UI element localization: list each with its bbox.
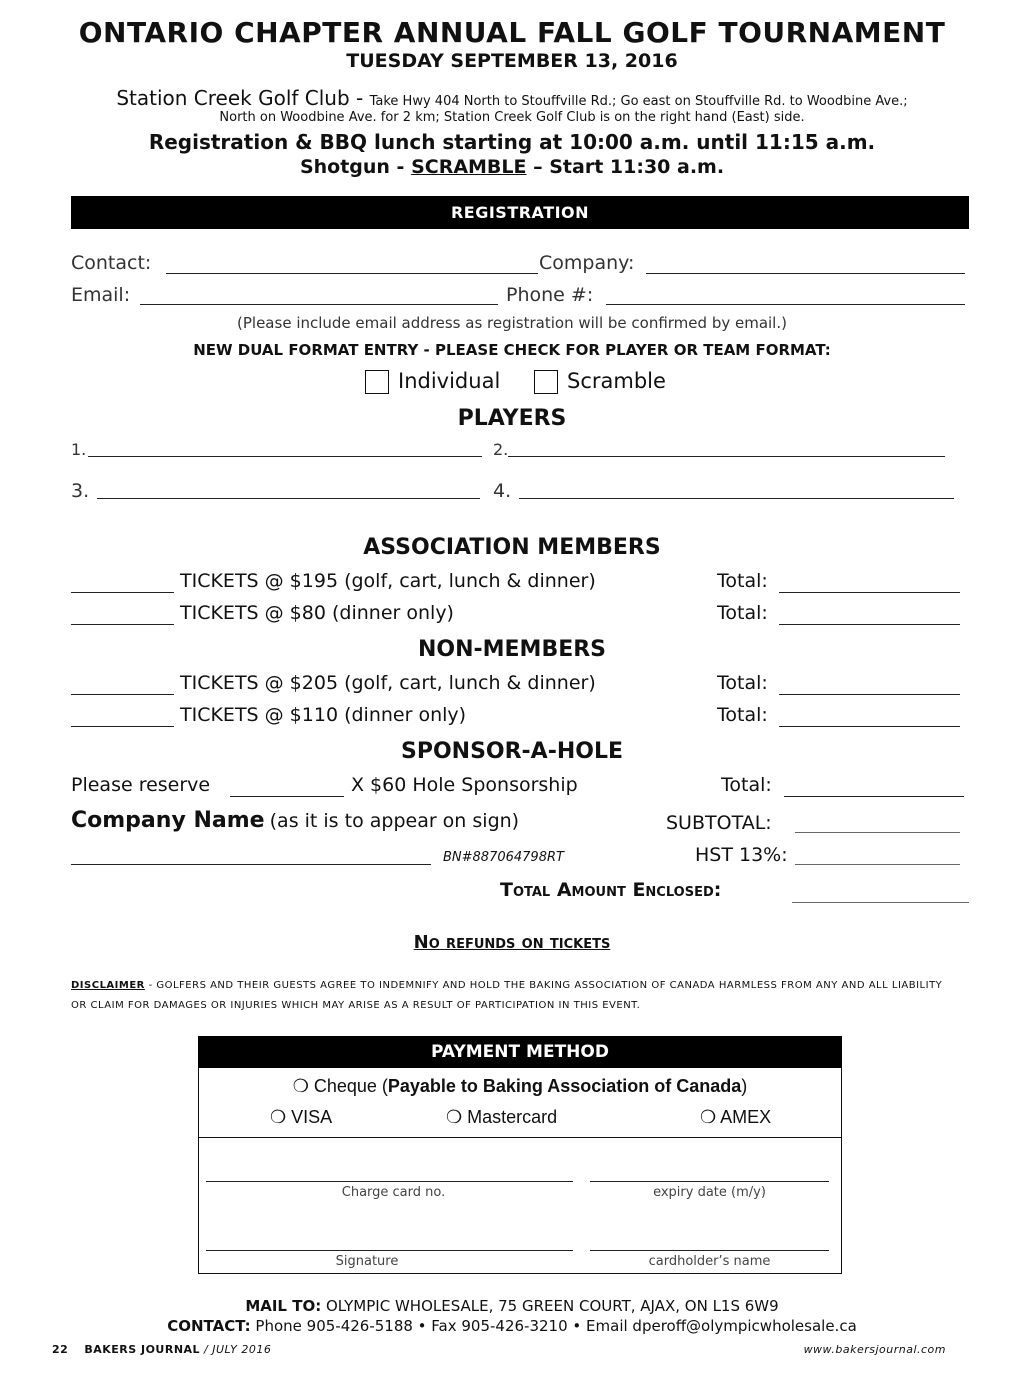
company-field[interactable] xyxy=(646,273,965,274)
amex-option[interactable]: ❍ AMEX xyxy=(700,1107,772,1127)
sponsor-total-field[interactable] xyxy=(784,796,964,797)
mail-to-address: OLYMPIC WHOLESALE, 75 GREEN COURT, AJAX, ON L1S 6W9 xyxy=(321,1297,779,1315)
disclaimer-label: DISCLAIMER xyxy=(71,980,145,991)
signature-label: Signature xyxy=(335,1254,399,1269)
payment-heading: PAYMENT METHOD xyxy=(198,1036,842,1068)
total-enclosed-field[interactable] xyxy=(792,902,969,903)
page-number: 22 xyxy=(52,1343,69,1356)
sponsor-heading: SPONSOR-A-HOLE xyxy=(400,739,624,764)
player-1-label: 1. xyxy=(71,440,87,459)
player-4-label: 4. xyxy=(493,480,512,502)
subtotal-label: SUBTOTAL: xyxy=(666,812,772,834)
mail-to-label: MAIL TO: xyxy=(245,1297,322,1315)
members-heading: ASSOCIATION MEMBERS xyxy=(363,535,661,560)
company-name-note: (as it is to appear on sign) xyxy=(269,810,520,832)
page-title: ONTARIO CHAPTER ANNUAL FALL GOLF TOURNAMENT xyxy=(78,16,946,49)
nonmember-golf-total-field[interactable] xyxy=(779,694,960,695)
cheque-option[interactable] xyxy=(198,1076,842,1097)
player-4-field[interactable] xyxy=(519,498,954,499)
cheque-payee: Payable to Baking Association of Canada xyxy=(387,1076,742,1096)
member-golf-total-field[interactable] xyxy=(779,592,960,593)
event-date: TUESDAY SEPTEMBER 13, 2016 xyxy=(346,50,678,72)
player-2-label: 2. xyxy=(493,440,509,459)
nonmember-golf-total-label: Total: xyxy=(717,672,768,694)
company-name-label: Company Name xyxy=(71,808,265,833)
email-label: Email: xyxy=(71,284,131,306)
publication-name: BAKERS JOURNAL xyxy=(84,1343,201,1356)
contact-info-text: Phone 905-426-5188 • Fax 905-426-3210 • Email dperoff@olympicwholesale.ca xyxy=(250,1317,857,1335)
nonmember-dinner-ticket: TICKETS @ $110 (dinner only) xyxy=(180,704,467,726)
page-footer-left xyxy=(52,1343,271,1356)
shotgun-prefix: Shotgun - xyxy=(299,156,412,178)
contact-field[interactable] xyxy=(166,273,538,274)
hst-label: HST 13%: xyxy=(695,844,788,866)
directions-part-2: North on Woodbine Ave. for 2 km; Station Creek Golf Club is on the right hand (East) side. xyxy=(219,110,805,125)
phone-label: Phone #: xyxy=(506,284,594,306)
phone-field[interactable] xyxy=(606,304,965,305)
issue-date: / JULY 2016 xyxy=(204,1343,272,1356)
player-3-field[interactable] xyxy=(97,498,480,499)
no-refunds-notice: No refunds on tickets xyxy=(413,932,611,953)
hst-field[interactable] xyxy=(795,864,960,865)
sponsor-total-label: Total: xyxy=(721,774,772,796)
nonmember-golf-ticket: TICKETS @ $205 (golf, cart, lunch & dinner) xyxy=(180,672,596,694)
players-heading: PLAYERS xyxy=(457,406,567,431)
sponsor-reserve-label: Please reserve xyxy=(71,774,211,796)
member-dinner-total-field[interactable] xyxy=(779,624,960,625)
nonmember-dinner-total-field[interactable] xyxy=(779,726,960,727)
mail-to-line xyxy=(0,1297,1024,1315)
payment-divider xyxy=(198,1137,842,1138)
player-1-field[interactable] xyxy=(88,456,482,457)
contact-line xyxy=(0,1317,1024,1335)
company-name-line xyxy=(71,808,519,833)
registration-time: Registration & BBQ lunch starting at 10:00 a.m. until 11:15 a.m. xyxy=(148,130,876,154)
expiry-label: expiry date (m/y) xyxy=(653,1185,766,1200)
venue-line xyxy=(0,86,1024,110)
contact-info-label: CONTACT: xyxy=(167,1317,251,1335)
email-field[interactable] xyxy=(140,304,498,305)
visa-option[interactable]: ❍ VISA xyxy=(270,1107,333,1127)
individual-checkbox[interactable] xyxy=(365,370,389,394)
non-members-heading: NON-MEMBERS xyxy=(417,637,607,662)
directions-part-1: Take Hwy 404 North to Stouffville Rd.; Go east on Stouffville Rd. to Woodbine Ave.; xyxy=(369,94,908,109)
dual-format-instruction: NEW DUAL FORMAT ENTRY - PLEASE CHECK FOR PLAYER OR TEAM FORMAT: xyxy=(193,341,831,359)
cheque-prefix: ❍ Cheque ( xyxy=(292,1076,388,1096)
nonmember-dinner-qty-field[interactable] xyxy=(71,726,174,727)
shotgun-suffix: – Start 11:30 a.m. xyxy=(526,156,725,178)
sponsor-qty-field[interactable] xyxy=(230,796,344,797)
cardholder-field[interactable] xyxy=(590,1250,829,1251)
company-label: Company: xyxy=(539,252,635,274)
total-enclosed-label: Total Amount Enclosed: xyxy=(500,879,722,901)
shotgun-line xyxy=(0,156,1024,178)
disclaimer xyxy=(71,976,961,1016)
scramble-label: Scramble xyxy=(567,369,666,393)
expiry-field[interactable] xyxy=(590,1181,829,1182)
member-dinner-ticket: TICKETS @ $80 (dinner only) xyxy=(180,602,454,624)
subtotal-field[interactable] xyxy=(795,832,960,833)
card-number-field[interactable] xyxy=(206,1181,573,1182)
member-golf-qty-field[interactable] xyxy=(71,592,174,593)
member-dinner-total-label: Total: xyxy=(717,602,768,624)
sponsor-reserve-text: X $60 Hole Sponsorship xyxy=(351,774,578,796)
member-golf-ticket: TICKETS @ $195 (golf, cart, lunch & dinner) xyxy=(180,570,596,592)
card-number-label: Charge card no. xyxy=(341,1185,446,1200)
contact-label: Contact: xyxy=(71,252,152,274)
scramble-checkbox[interactable] xyxy=(534,370,558,394)
cardholder-label: cardholder’s name xyxy=(648,1254,771,1269)
nonmember-golf-qty-field[interactable] xyxy=(71,694,174,695)
payment-box xyxy=(198,1036,842,1274)
bn-number: BN#887064798RT xyxy=(443,850,564,865)
company-name-field[interactable] xyxy=(71,864,431,865)
venue-name: Station Creek Golf Club - xyxy=(116,86,370,110)
mastercard-option[interactable]: ❍ Mastercard xyxy=(446,1107,558,1127)
disclaimer-text: - GOLFERS AND THEIR GUESTS AGREE TO INDEMNIFY AND HOLD THE BAKING ASSOCIATION OF CANADA HARMLESS FROM ANY AND ALL LIABILITY OR CLAIM FOR DAMAGES OR INJURIES WHICH MAY ARISE AS A RESULT OF PARTICIPATION IN THIS EVENT. xyxy=(71,980,943,1011)
shotgun-format: SCRAMBLE xyxy=(411,156,527,178)
email-note: (Please include email address as registration will be confirmed by email.) xyxy=(237,314,787,332)
cheque-suffix: ) xyxy=(741,1076,748,1096)
website-link[interactable]: www.bakersjournal.com xyxy=(803,1343,946,1356)
player-3-label: 3. xyxy=(71,480,90,502)
signature-field[interactable] xyxy=(206,1250,573,1251)
registration-bar: REGISTRATION xyxy=(71,196,969,229)
player-2-field[interactable] xyxy=(508,456,945,457)
member-golf-total-label: Total: xyxy=(717,570,768,592)
member-dinner-qty-field[interactable] xyxy=(71,624,174,625)
individual-label: Individual xyxy=(398,369,501,393)
nonmember-dinner-total-label: Total: xyxy=(717,704,768,726)
